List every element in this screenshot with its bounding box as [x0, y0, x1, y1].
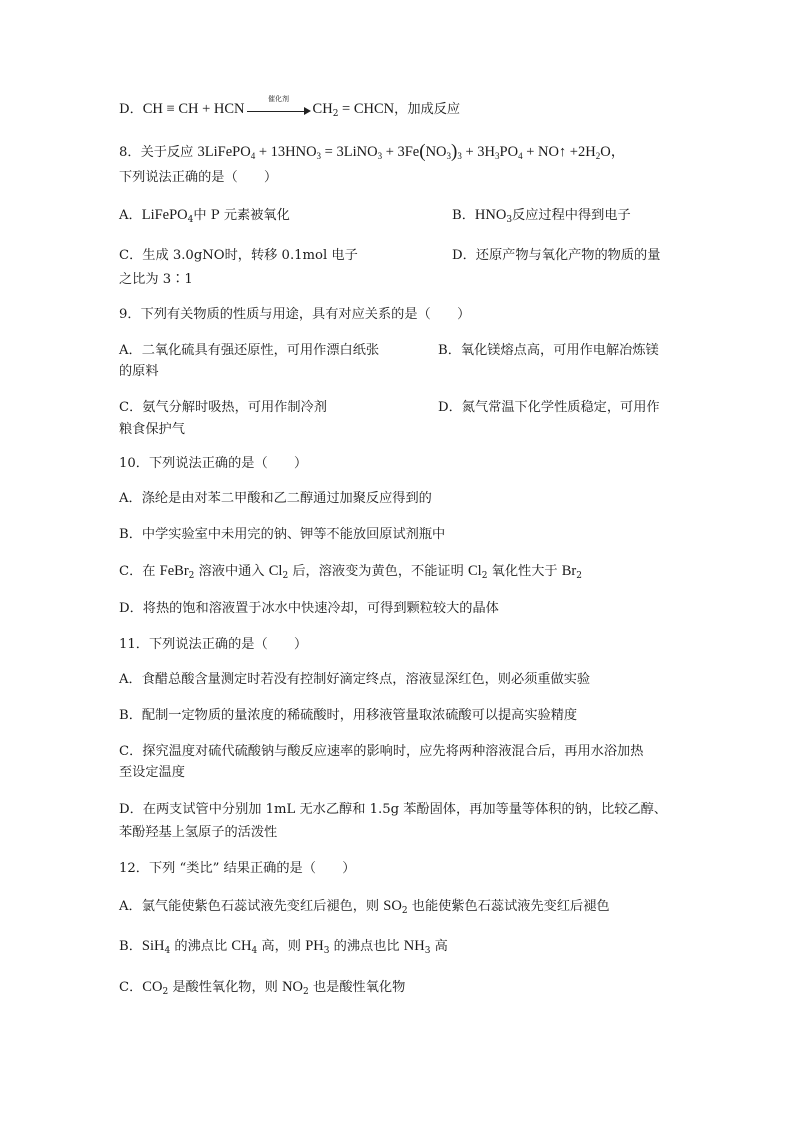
q10-option-c: C．在 FeBr$_2$ 溶液中通入 $Cl_2$ 后，溶液变为黄色，不能证明 $Cl_2$ 氧化性大于 $Br_2$ — [119, 563, 582, 581]
q9-stem: 9．下列有关物质的性质与用途，具有对应关系的是（ ） — [119, 307, 471, 322]
q11-option-a: A．食醋总酸含量测定时若没有控制好滴定终点，溶液显深红色，则必须重做实验 — [119, 672, 591, 687]
q12-option-b: B．SiH$_4$ 的沸点比 $CH_4$ 高，则 $PH_3$ 的沸点也比 $NH_3$ 高 — [119, 938, 448, 956]
q8-option-a: A．LiFePO$_4$中 P 元素被氧化 — [119, 207, 290, 225]
q8-option-c: C．生成 3.0gNO时，转移 0.1mol 电子 — [119, 248, 358, 263]
q10-option-a: A．涤纶是由对苯二甲酸和乙二醇通过加聚反应得到的 — [119, 491, 432, 506]
q8-option-b: B．$HNO_3$反应过程中得到电子 — [452, 207, 631, 225]
q9-option-c: C．氨气分解时吸热，可用作制冷剂 — [119, 400, 327, 415]
q10-option-d: D．将热的饱和溶液置于冰水中快速冷却，可得到颗粒较大的晶体 — [119, 601, 499, 616]
q10-option-b: B．中学实验室中未用完的钠、钾等不能放回原试剂瓶中 — [119, 527, 446, 542]
q8-stem-line2: 下列说法正确的是（ ） — [119, 170, 278, 185]
q8-option-d-line2: 之比为 3∶1 — [119, 272, 193, 287]
q11-option-d-line2: 苯酚羟基上氢原子的活泼性 — [119, 825, 278, 840]
q11-option-c: C．探究温度对硫代硫酸钠与酸反应速率的影响时，应先将两种溶液混合后，再用水浴加热 — [119, 744, 644, 759]
q7-option-d-reactants: CH ≡ CH + HCN — [142, 101, 245, 117]
q11-option-c-line2: 至设定温度 — [119, 765, 185, 780]
q11-option-d: D．在两支试管中分别加 1mL 无水乙醇和 1.5g 苯酚固体，再加等量等体积的钠，比较乙醇、 — [119, 802, 667, 817]
q8-stem: 8．关于反应 3LiFePO$_4$ + $13HNO_3$ = 3LiNO$_3$ + $3Fe(NO_3)_3 + 3H_3PO_4$ + NO↑ $+2H_2O$， — [119, 141, 626, 162]
q7-option-d-label: D． — [119, 102, 143, 117]
q11-stem: 11．下列说法正确的是（ ） — [119, 637, 308, 652]
q9-option-d: D．氮气常温下化学性质稳定，可用作 — [438, 400, 660, 415]
q11-option-b: B．配制一定物质的量浓度的稀硫酸时，用移液管量取浓硫酸可以提高实验精度 — [119, 708, 578, 723]
q12-stem: 12．下列 “类比” 结果正确的是（ ） — [119, 861, 356, 876]
q7-option-d: D．CH ≡ CH + HCN 催化剂 $CH_2$ = CHCN，加成反应 — [119, 94, 461, 119]
q9-option-b-line2: 的原料 — [119, 364, 159, 379]
q12-option-c: C．$CO_2$ 是酸性氧化物，则 $NO_2$ 也是酸性氧化物 — [119, 979, 406, 997]
q10-stem: 10．下列说法正确的是（ ） — [119, 456, 308, 471]
q8-option-d: D．还原产物与氧化产物的物质的量 — [452, 248, 661, 263]
q7-option-d-tail: ，加成反应 — [394, 102, 461, 117]
q9-option-d-line2: 粮食保护气 — [119, 422, 185, 437]
q7-option-d-product: CH — [312, 101, 333, 117]
q12-option-a: A．氯气能使紫色石蕊试液先变红后褪色，则 $SO_2$ 也能使紫色石蕊试液先变红后褪色 — [119, 898, 610, 916]
catalyst-label: 催化剂 — [268, 94, 290, 103]
q8-equation: 3LiFePO$_4$ + $13HNO_3$ = 3LiNO$_3$ + $3Fe(NO_3)_3 + 3H_3PO_4$ + NO↑ $+2H_2O$， — [197, 141, 626, 162]
q9-option-a: A．二氧化硫具有强还原性，可用作漂白纸张 — [119, 343, 380, 358]
q9-option-b: B．氧化镁熔点高，可用作电解冶炼镁 — [438, 343, 659, 358]
reaction-arrow-icon — [247, 94, 311, 116]
